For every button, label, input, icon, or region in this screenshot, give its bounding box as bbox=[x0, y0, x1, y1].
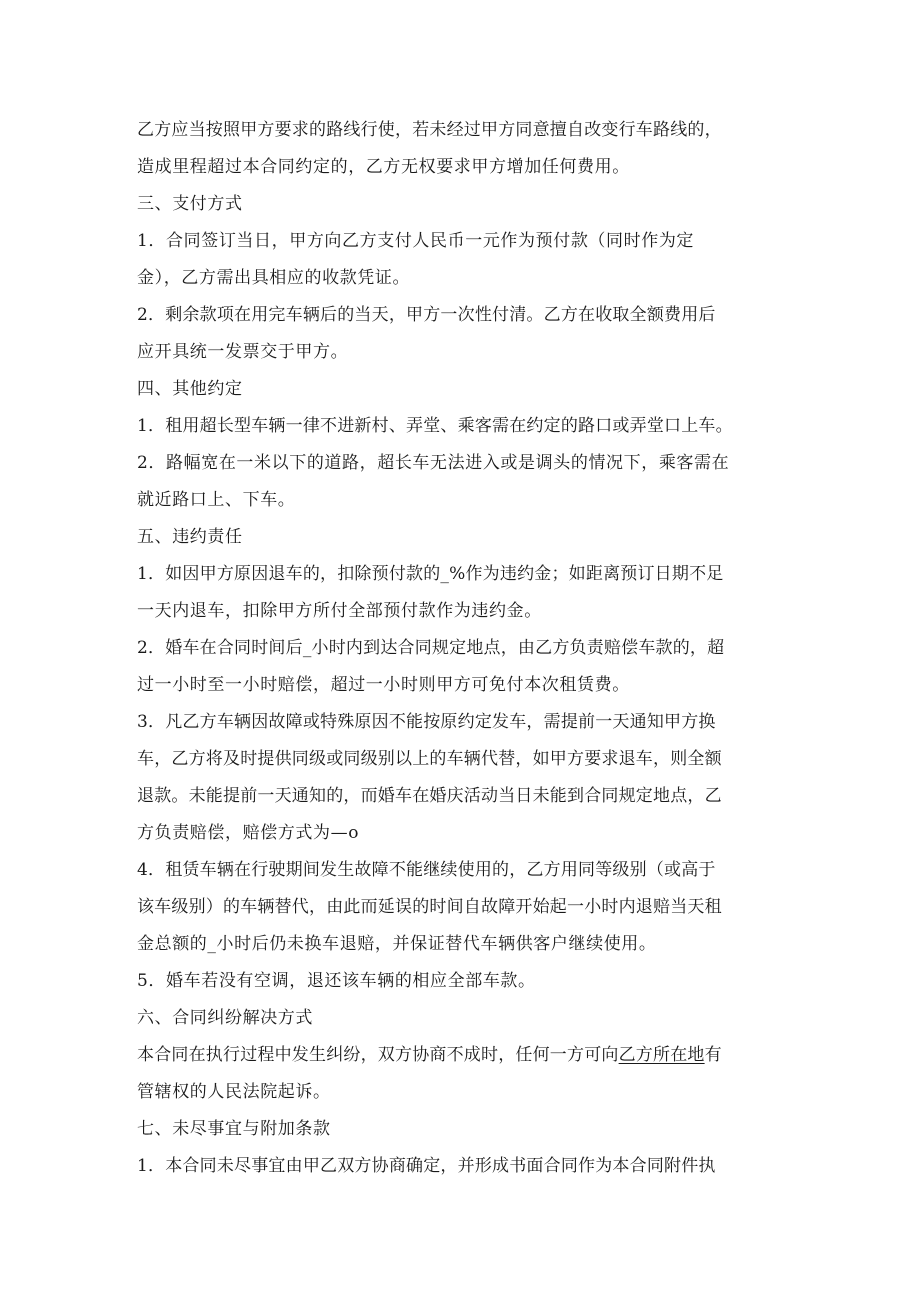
dispute-text-before: 本合同在执行过程中发生纠纷，双方协商不成时，任何一方可向 bbox=[137, 1045, 619, 1065]
paragraph-line: 就近路口上、下车。 bbox=[137, 490, 296, 510]
paragraph-line: 3．凡乙方车辆因故障或特殊原因不能按原约定发车，需提前一天通知甲方换 bbox=[137, 712, 716, 732]
paragraph-line: 金总额的_小时后仍未换车退赔，并保证替代车辆供客户继续使用。 bbox=[137, 934, 657, 954]
paragraph-line: 一天内退车，扣除甲方所付全部预付款作为违约金。 bbox=[137, 601, 542, 621]
paragraph-line: 车，乙方将及时提供同级或同级别以上的车辆代替，如甲方要求退车，则全额 bbox=[137, 749, 722, 769]
section-heading: 四、其他约定 bbox=[137, 379, 243, 399]
paragraph-line: 造成里程超过本合同约定的，乙方无权要求甲方增加任何费用。 bbox=[137, 157, 630, 177]
paragraph-line: 方负责赔偿，赔偿方式为—o bbox=[137, 823, 360, 843]
paragraph-line: 2．剩余款项在用完车辆后的当天，甲方一次性付清。乙方在收取全额费用后 bbox=[137, 305, 716, 325]
section-heading: 七、未尽事宜与附加条款 bbox=[137, 1119, 331, 1139]
dispute-clause-line bbox=[137, 1037, 777, 1074]
section-heading: 六、合同纠纷解决方式 bbox=[137, 1008, 313, 1028]
paragraph-line: 乙方应当按照甲方要求的路线行使，若未经过甲方同意擅自改变行车路线的， bbox=[137, 120, 722, 140]
paragraph-line: 1．合同签订当日，甲方向乙方支付人民币一元作为预付款（同时作为定 bbox=[137, 231, 695, 251]
dispute-venue-underlined: 乙方所在地 bbox=[618, 1045, 705, 1065]
section-heading: 三、支付方式 bbox=[137, 194, 243, 214]
paragraph-line: 应开具统一发票交于甲方。 bbox=[137, 342, 349, 362]
dispute-text-after: 有 bbox=[704, 1045, 722, 1065]
paragraph-line: 该车级别）的车辆替代，由此而延误的时间自故障开始起一小时内退赔当天租 bbox=[137, 897, 722, 917]
paragraph-line: 4．租赁车辆在行驶期间发生故障不能继续使用的，乙方用同等级别（或高于 bbox=[137, 860, 716, 880]
paragraph-line: 管辖权的人民法院起诉。 bbox=[137, 1082, 331, 1102]
section-heading: 五、违约责任 bbox=[137, 527, 243, 547]
paragraph-line: 退款。未能提前一天通知的，而婚车在婚庆活动当日未能到合同规定地点，乙 bbox=[137, 786, 722, 806]
paragraph-line: 过一小时至一小时赔偿，超过一小时则甲方可免付本次租赁费。 bbox=[137, 675, 630, 695]
paragraph-line: 1．租用超长型车辆一律不进新村、弄堂、乘客需在约定的路口或弄堂口上车。 bbox=[137, 416, 733, 436]
document-body bbox=[137, 112, 777, 1185]
paragraph-line: 金），乙方需出具相应的收款凭证。 bbox=[137, 268, 411, 288]
paragraph-line: 2．路幅宽在一米以下的道路，超长车无法进入或是调头的情况下，乘客需在 bbox=[137, 453, 730, 473]
paragraph-line: 2．婚车在合同时间后_小时内到达合同规定地点，由乙方负责赔偿车款的，超 bbox=[137, 638, 725, 658]
paragraph-line: 1．本合同未尽事宜由甲乙双方协商确定，并形成书面合同作为本合同附件执 bbox=[137, 1156, 716, 1176]
paragraph-line: 1．如因甲方原因退车的，扣除预付款的_%作为违约金；如距离预订日期不足 bbox=[137, 564, 724, 584]
paragraph-line: 5．婚车若没有空调，退还该车辆的相应全部车款。 bbox=[137, 971, 536, 991]
